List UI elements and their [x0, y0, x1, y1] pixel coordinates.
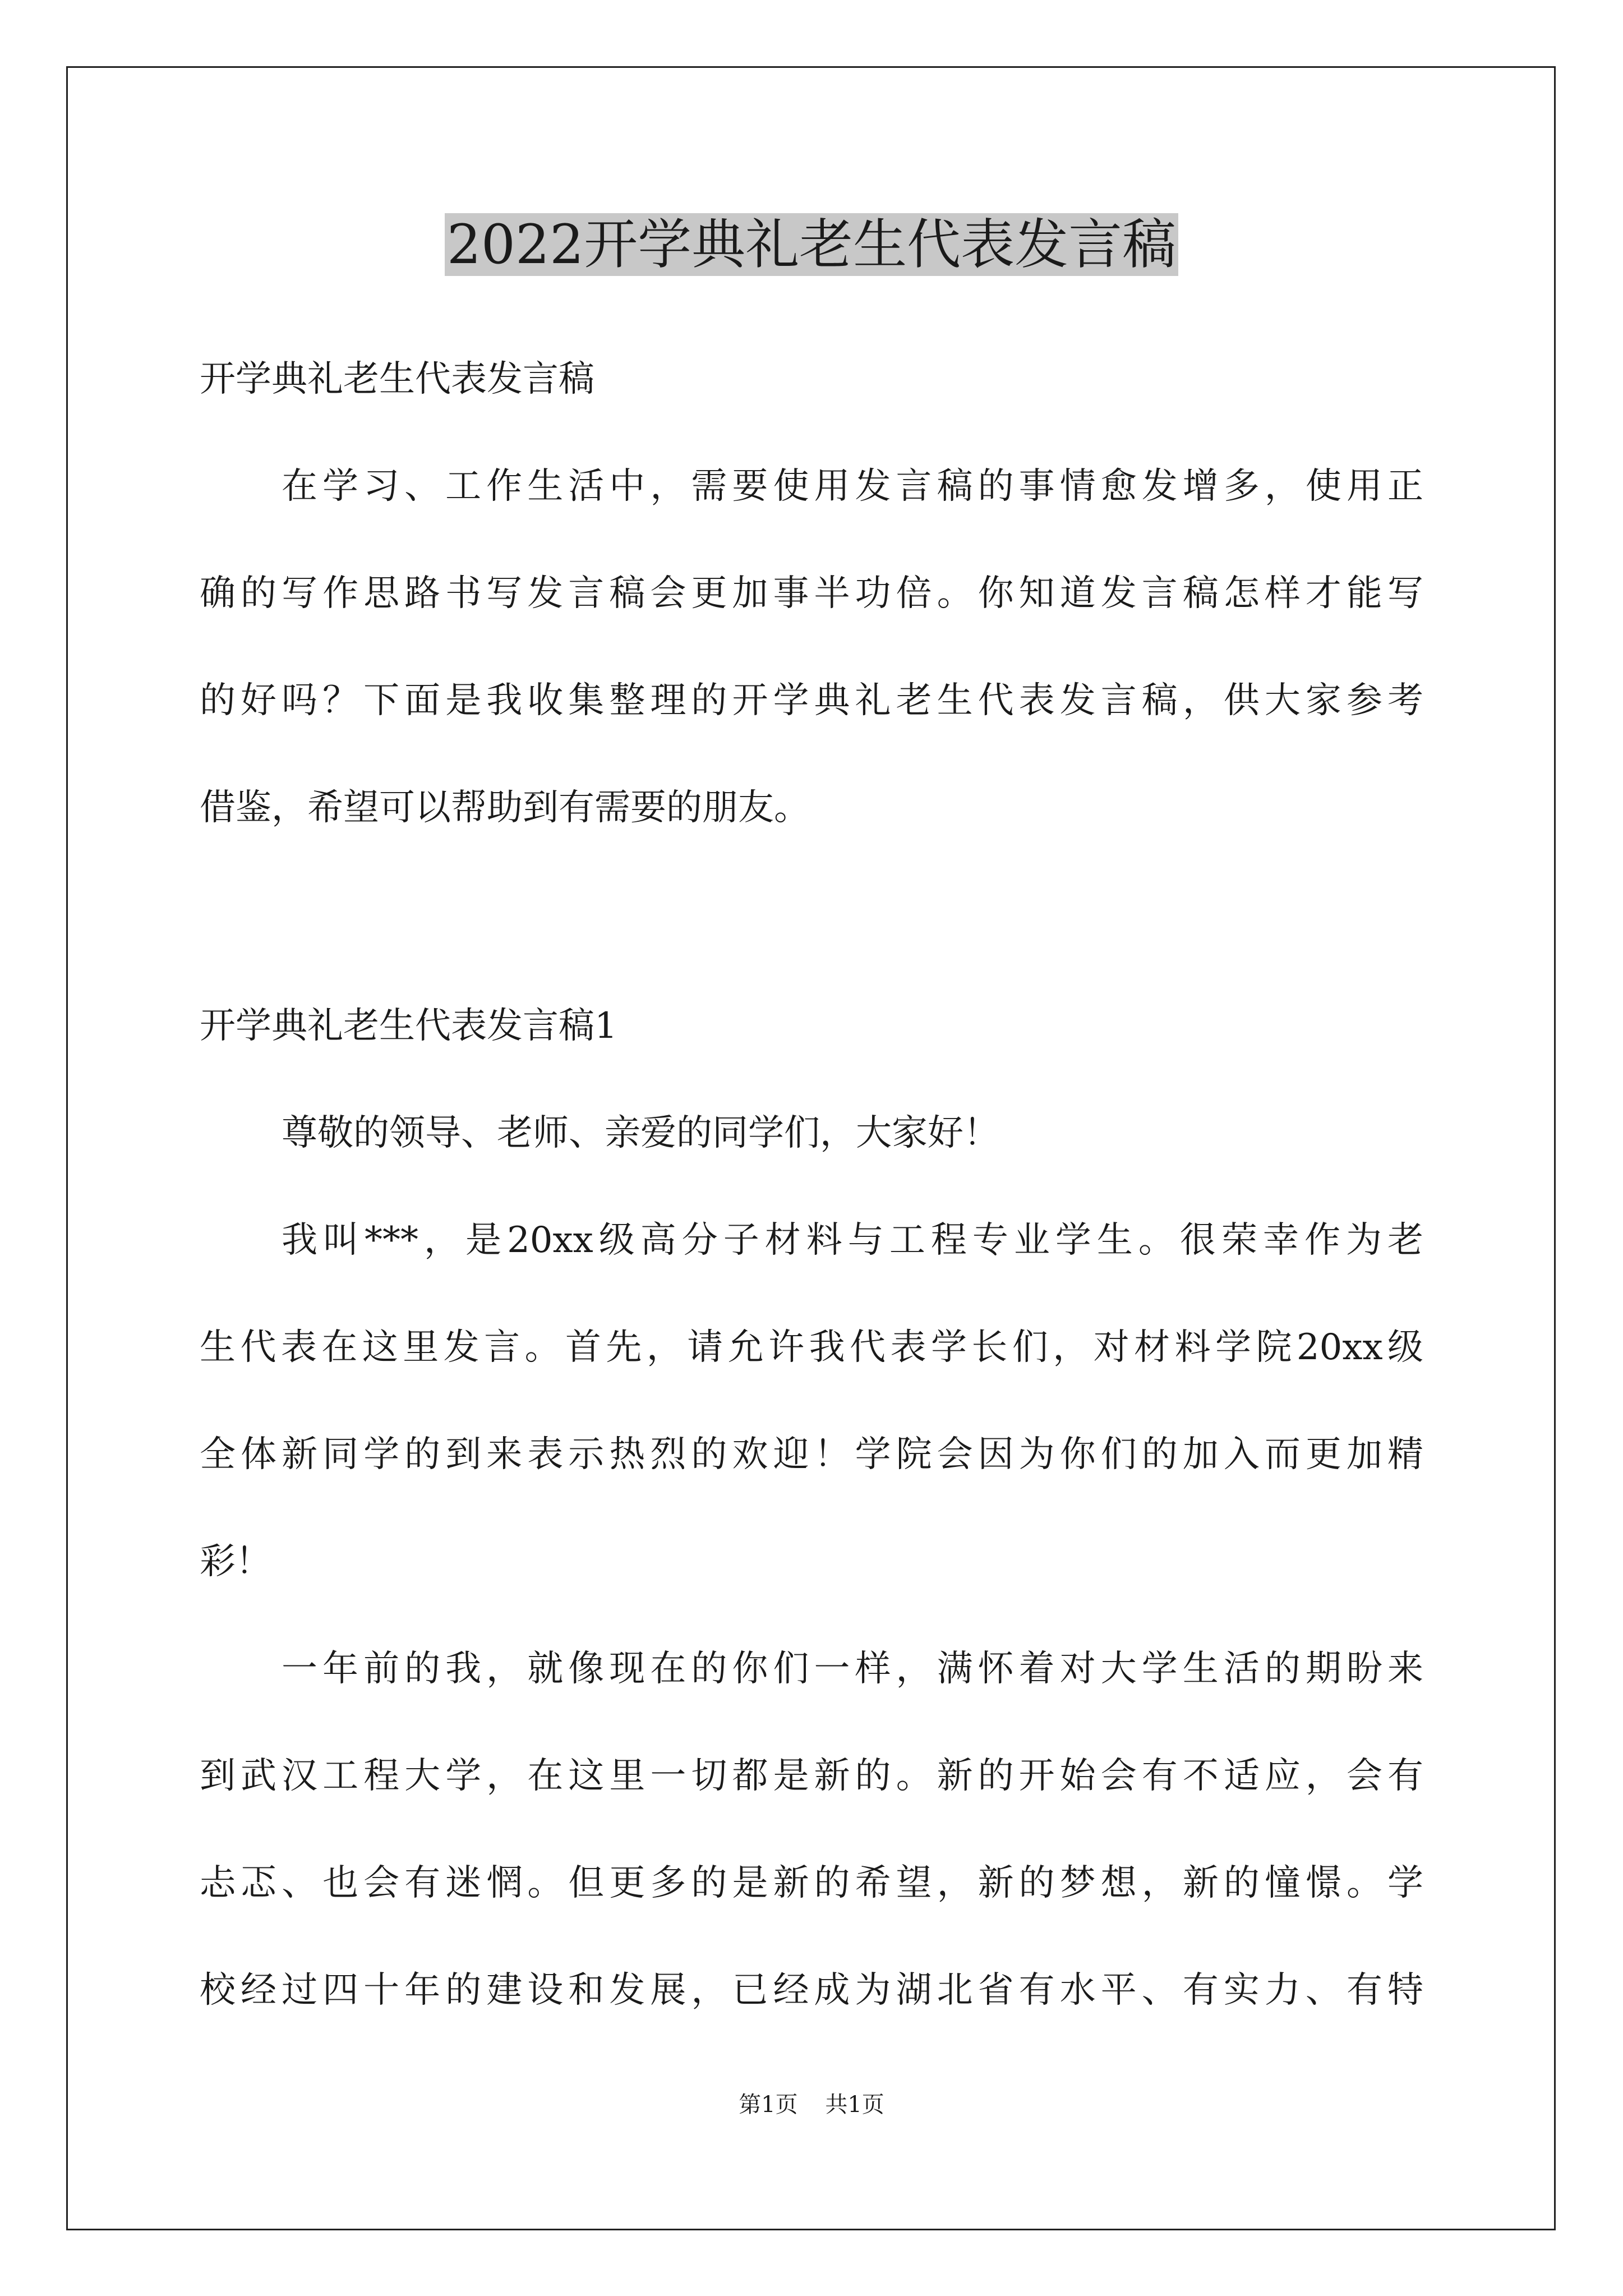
- intro-line-1: 在学习、工作生活中，需要使用发言稿的事情愈发增多，使用正: [282, 466, 1423, 507]
- paragraph1-line-3: 全体新同学的到来表示热烈的欢迎！学院会因为你们的加入而更加精: [200, 1434, 1423, 1475]
- intro-line-2: 确的写作思路书写发言稿会更加事半功倍。你知道发言稿怎样才能写: [200, 573, 1423, 614]
- paragraph2-line-1: 一年前的我，就像现在的你们一样，满怀着对大学生活的期盼来: [282, 1648, 1423, 1690]
- paragraph2-line-3: 忐忑、也会有迷惘。但更多的是新的希望，新的梦想，新的憧憬。学: [200, 1862, 1423, 1904]
- section-heading: 开学典礼老生代表发言稿1: [200, 1005, 617, 1047]
- paragraph2-line-4: 校经过四十年的建设和发展，已经成为湖北省有水平、有实力、有特: [200, 1970, 1423, 2011]
- paragraph1-line-4: 彩！: [200, 1541, 271, 1582]
- page-number-total: 共1页: [825, 2092, 884, 2118]
- document-title: [0, 205, 1623, 284]
- intro-line-4: 借鉴，希望可以帮助到有需要的朋友。: [200, 787, 810, 829]
- document-title-text: 2022开学典礼老生代表发言稿: [445, 213, 1178, 276]
- paragraph2-line-2: 到武汉工程大学，在这里一切都是新的。新的开始会有不适应，会有: [200, 1755, 1423, 1797]
- page-footer: [0, 2088, 1623, 2122]
- paragraph1-line-2: 生代表在这里发言。首先，请允许我代表学长们，对材料学院20xx级: [200, 1327, 1423, 1368]
- greeting: 尊敬的领导、老师、亲爱的同学们，大家好！: [282, 1112, 999, 1154]
- intro-line-3: 的好吗？下面是我收集整理的开学典礼老生代表发言稿，供大家参考: [200, 680, 1423, 721]
- document-subtitle: 开学典礼老生代表发言稿: [200, 358, 594, 400]
- paragraph1-line-1: 我叫***，是20xx级高分子材料与工程专业学生。很荣幸作为老: [282, 1220, 1423, 1261]
- page-number-current: 第1页: [739, 2092, 798, 2118]
